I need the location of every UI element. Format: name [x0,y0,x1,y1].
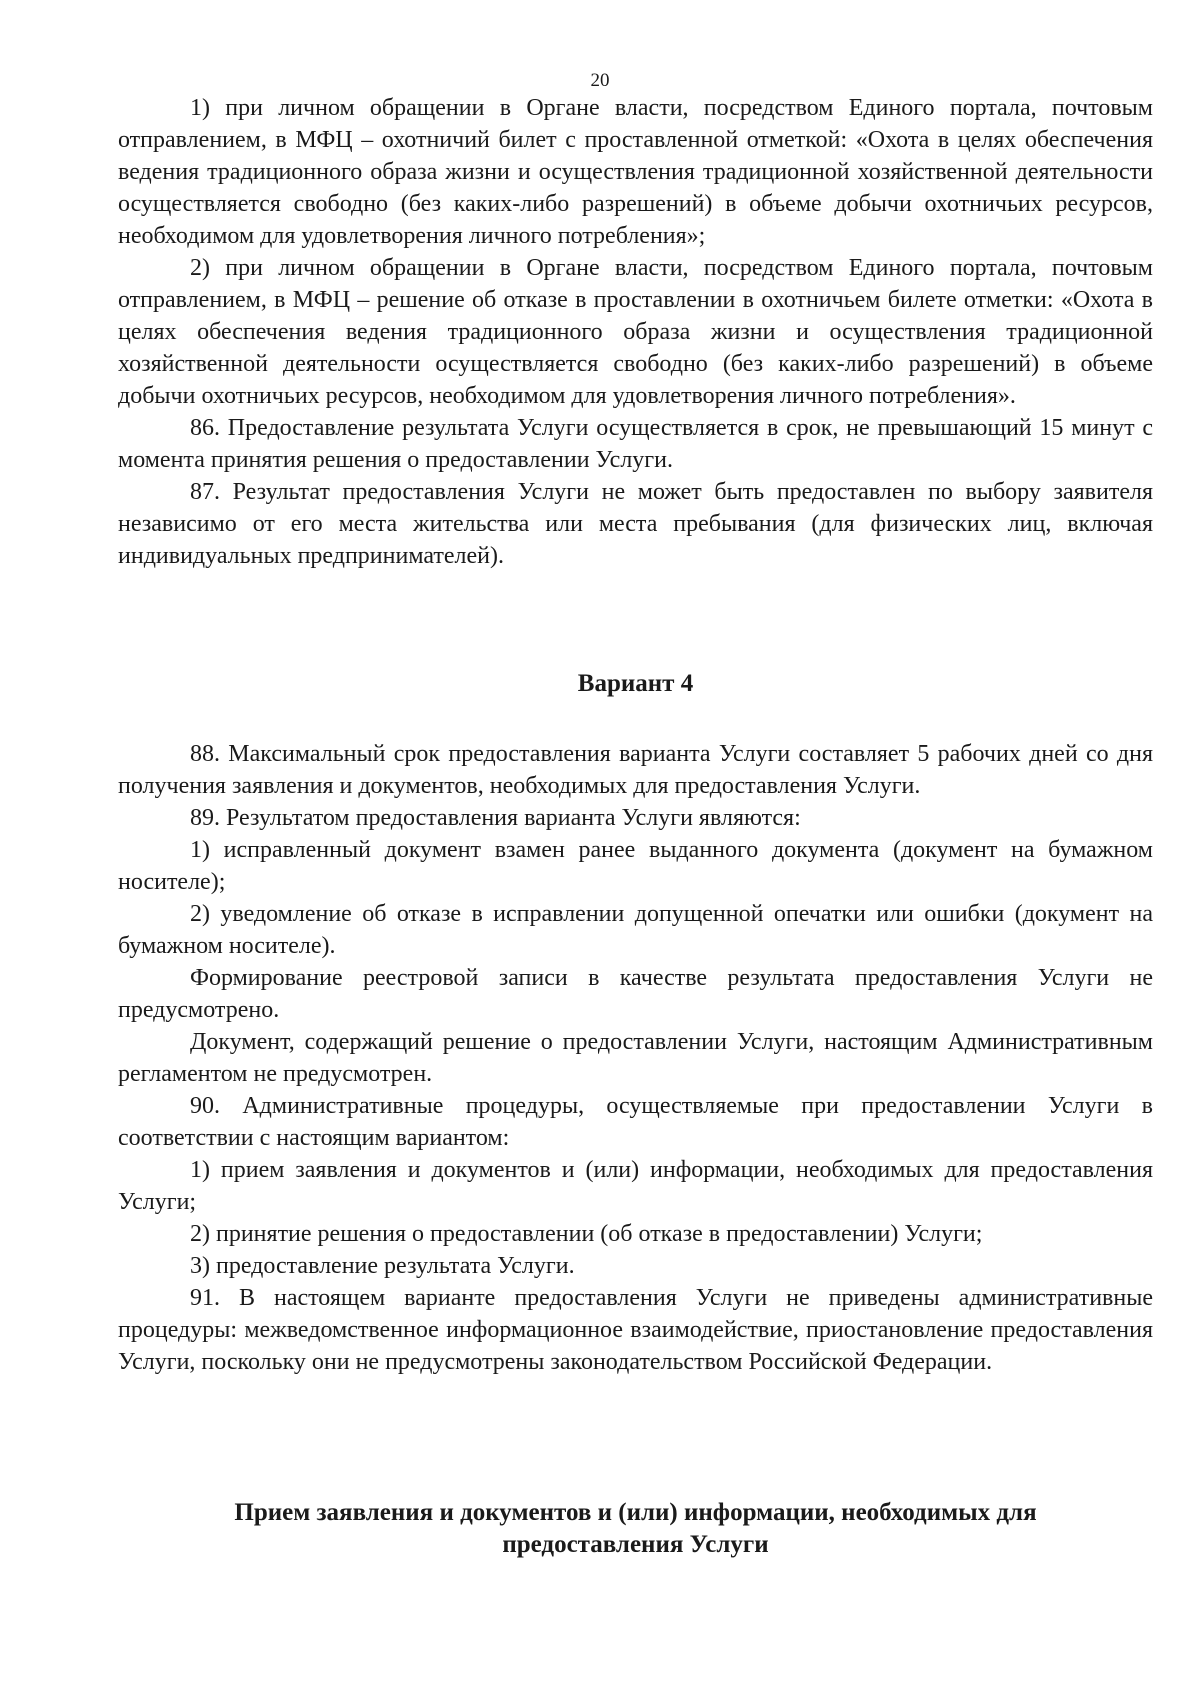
section-heading-line-1: Прием заявления и документов и (или) информации, необходимых для [234,1499,1037,1526]
paragraph-registry-entry: Формирование реестровой записи в качестве результата предоставления Услуги не предусмотрено. [118,965,1153,1023]
variant-heading: Вариант 4 [577,670,694,697]
page-number: 20 [590,70,610,91]
paragraph-result-refusal: 2) при личном обращении в Органе власти, посредством Единого портала, почтовым отправлением, в МФЦ – решение об отказе в проставлении в охотничьем билете отметки: «Охота в целях обеспечения ведения традиционного образа жизни и осуществления традиционной хозяйственной деятельности осуществляется свободно (без каких-либо разрешений) в объеме добычи охотничьих ресурсов, необходимом для удовлетворения личного потребления». [118,255,1153,409]
text-block-results-variant-3 [118,92,1153,572]
text-block-variant-4 [118,738,1153,1378]
paragraph-result-hunting-ticket: 1) при личном обращении в Органе власти, посредством Единого портала, почтовым отправлением, в МФЦ – охотничий билет с проставленной отметкой: «Охота в целях обеспечения ведения традиционного образа жизни и осуществления традиционной хозяйственной деятельности осуществляется свободно (без каких-либо разрешений) в объеме добычи охотничьих ресурсов, необходимом для удовлетворения личного потребления»; [118,95,1153,249]
paragraph-86: 86. Предоставление результата Услуги осуществляется в срок, не превышающий 15 минут с момента принятия решения о предоставлении Услуги. [118,415,1153,473]
paragraph-91: 91. В настоящем варианте предоставления Услуги не приведены административные процедуры: межведомственное информационное взаимодействие, приостановление предоставления Услуги, поскольку они не предусмотрены законодательством Российской Федерации. [118,1285,1153,1375]
paragraph-88: 88. Максимальный срок предоставления варианта Услуги составляет 5 рабочих дней со дня получения заявления и документов, необходимых для предоставления Услуги. [118,741,1153,799]
list-item-corrected-document: 1) исправленный документ взамен ранее выданного документа (документ на бумажном носителе); [118,837,1153,895]
list-item-procedure-2: 2) принятие решения о предоставлении (об отказе в предоставлении) Услуги; [190,1221,983,1247]
section-heading [118,1497,1153,1561]
section-heading-line-2: предоставления Услуги [502,1531,769,1558]
paragraph-87: 87. Результат предоставления Услуги не может быть предоставлен по выбору заявителя независимо от его места жительства или места пребывания (для физических лиц, включая индивидуальных предпринимателей). [118,479,1153,569]
list-item-procedure-3: 3) предоставление результата Услуги. [190,1253,575,1279]
list-item-procedure-1: 1) прием заявления и документов и (или) информации, необходимых для предоставления Услуги; [118,1157,1153,1215]
paragraph-89: 89. Результатом предоставления варианта Услуги являются: [190,805,801,831]
paragraph-90: 90. Административные процедуры, осуществляемые при предоставлении Услуги в соответствии с настоящим вариантом: [118,1093,1153,1151]
list-item-refusal-notice: 2) уведомление об отказе в исправлении допущенной опечатки или ошибки (документ на бумажном носителе). [118,901,1153,959]
paragraph-decision-document: Документ, содержащий решение о предоставлении Услуги, настоящим Административным регламентом не предусмотрен. [118,1029,1153,1087]
